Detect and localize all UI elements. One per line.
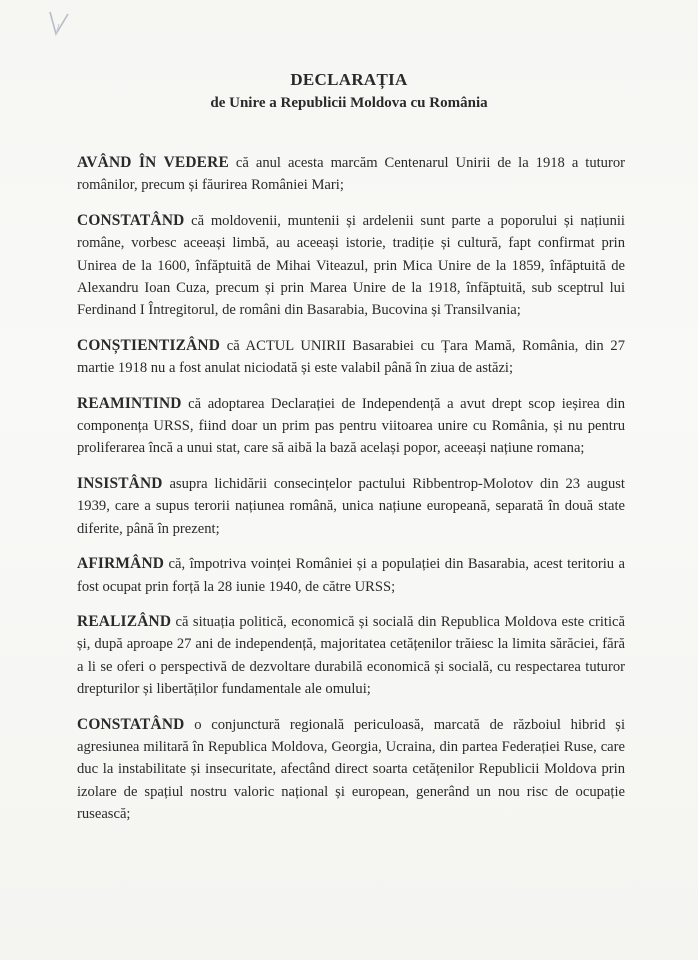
paragraph-constientizand [77, 335, 625, 380]
paragraph-keyword: CONȘTIENTIZÂND [77, 336, 221, 354]
paragraph-keyword: REAMINTIND [77, 394, 182, 412]
document-header [0, 68, 698, 114]
paragraph-keyword: CONSTATÂND [77, 715, 185, 733]
paragraph-reamintind [77, 393, 625, 460]
document-body [77, 152, 625, 839]
paragraph-text: că situația politică, economică și socială din Republica Moldova este critică și, după aproape 27 ani de independență, majoritatea cetățenilor trăiesc la limita sărăciei, fără a li se oferi o perspectivă de dezvoltare durabilă economică și socială, cu respectarea tuturor drepturilor și libertăților fundamentale ale omului; [77, 613, 625, 698]
paragraph-text: o conjunctură regională periculoasă, marcată de războiul hibrid și agresiunea militară în Republica Moldova, Georgia, Ucraina, din partea Federației Ruse, care duc la instabilitate și insecuritate, afectând direct soarta cetățenilor Republicii Moldova prin izolare de spațiul nostru valoric național și european, generând un nou risc de ocupație rusească; [77, 716, 625, 823]
paragraph-insistand [77, 473, 625, 540]
paragraph-constatand-2 [77, 714, 625, 826]
paragraph-keyword: REALIZÂND [77, 612, 172, 630]
paragraph-text: că moldovenii, muntenii și ardelenii sunt parte a poporului și națiunii române, vorbesc aceeași limbă, au aceeași istorie, tradiție și cultură, fapt confirmat prin Unirea de la 1600, înfăptuită de Mihai Viteazul, prin Mica Unire de la 1859, înfăptuită de Alexandru Ioan Cuza, precum și prin Marea Unire de la 1918, înfăptuită, sub sceptrul lui Ferdinand I Întregitorul, de români din Basarabia, Bucovina și Transilvania; [77, 212, 625, 319]
paragraph-avand-in-vedere [77, 152, 625, 197]
document-subtitle: de Unire a Republicii Moldova cu România [210, 95, 488, 111]
paragraph-constatand-1 [77, 210, 625, 322]
paragraph-text: că, împotriva voinței României și a populației din Basarabia, acest teritoriu a fost ocupat prin forță la 28 iunie 1940, de către URSS; [77, 556, 625, 595]
paragraph-keyword: AFIRMÂND [77, 555, 165, 573]
document-title: DECLARAȚIA [290, 70, 408, 89]
paragraph-text: asupra lichidării consecințelor pactului Ribbentrop-Molotov din 23 august 1939, care a supus terorii națiunea română, unica națiune europeană, separată în două state diferite, până în prezent; [77, 475, 625, 537]
pen-mark-icon [46, 10, 72, 36]
paragraph-realizand [77, 611, 625, 701]
paragraph-afirmand [77, 553, 625, 598]
paragraph-keyword: INSISTÂND [77, 474, 163, 492]
paragraph-text: că adoptarea Declarației de Independență a avut drept scop ieșirea din componența URSS, fiind doar un prim pas pentru viitoarea unire cu România, și nu pentru proliferarea încă a unui stat, care să aibă la bază același popor, aceeași națiune romana; [77, 395, 625, 457]
paragraph-text: că anul acesta marcăm Centenarul Unirii de la 1918 a tuturor românilor, precum și făurirea României Mari; [77, 155, 625, 194]
paragraph-keyword: CONSTATÂND [77, 211, 185, 229]
paragraph-keyword: AVÂND ÎN VEDERE [77, 154, 229, 171]
paragraph-text: că ACTUL UNIRII Basarabiei cu Țara Mamă, România, din 27 martie 1918 nu a fost anulat niciodată și este valabil până în ziua de astăzi; [77, 337, 625, 377]
